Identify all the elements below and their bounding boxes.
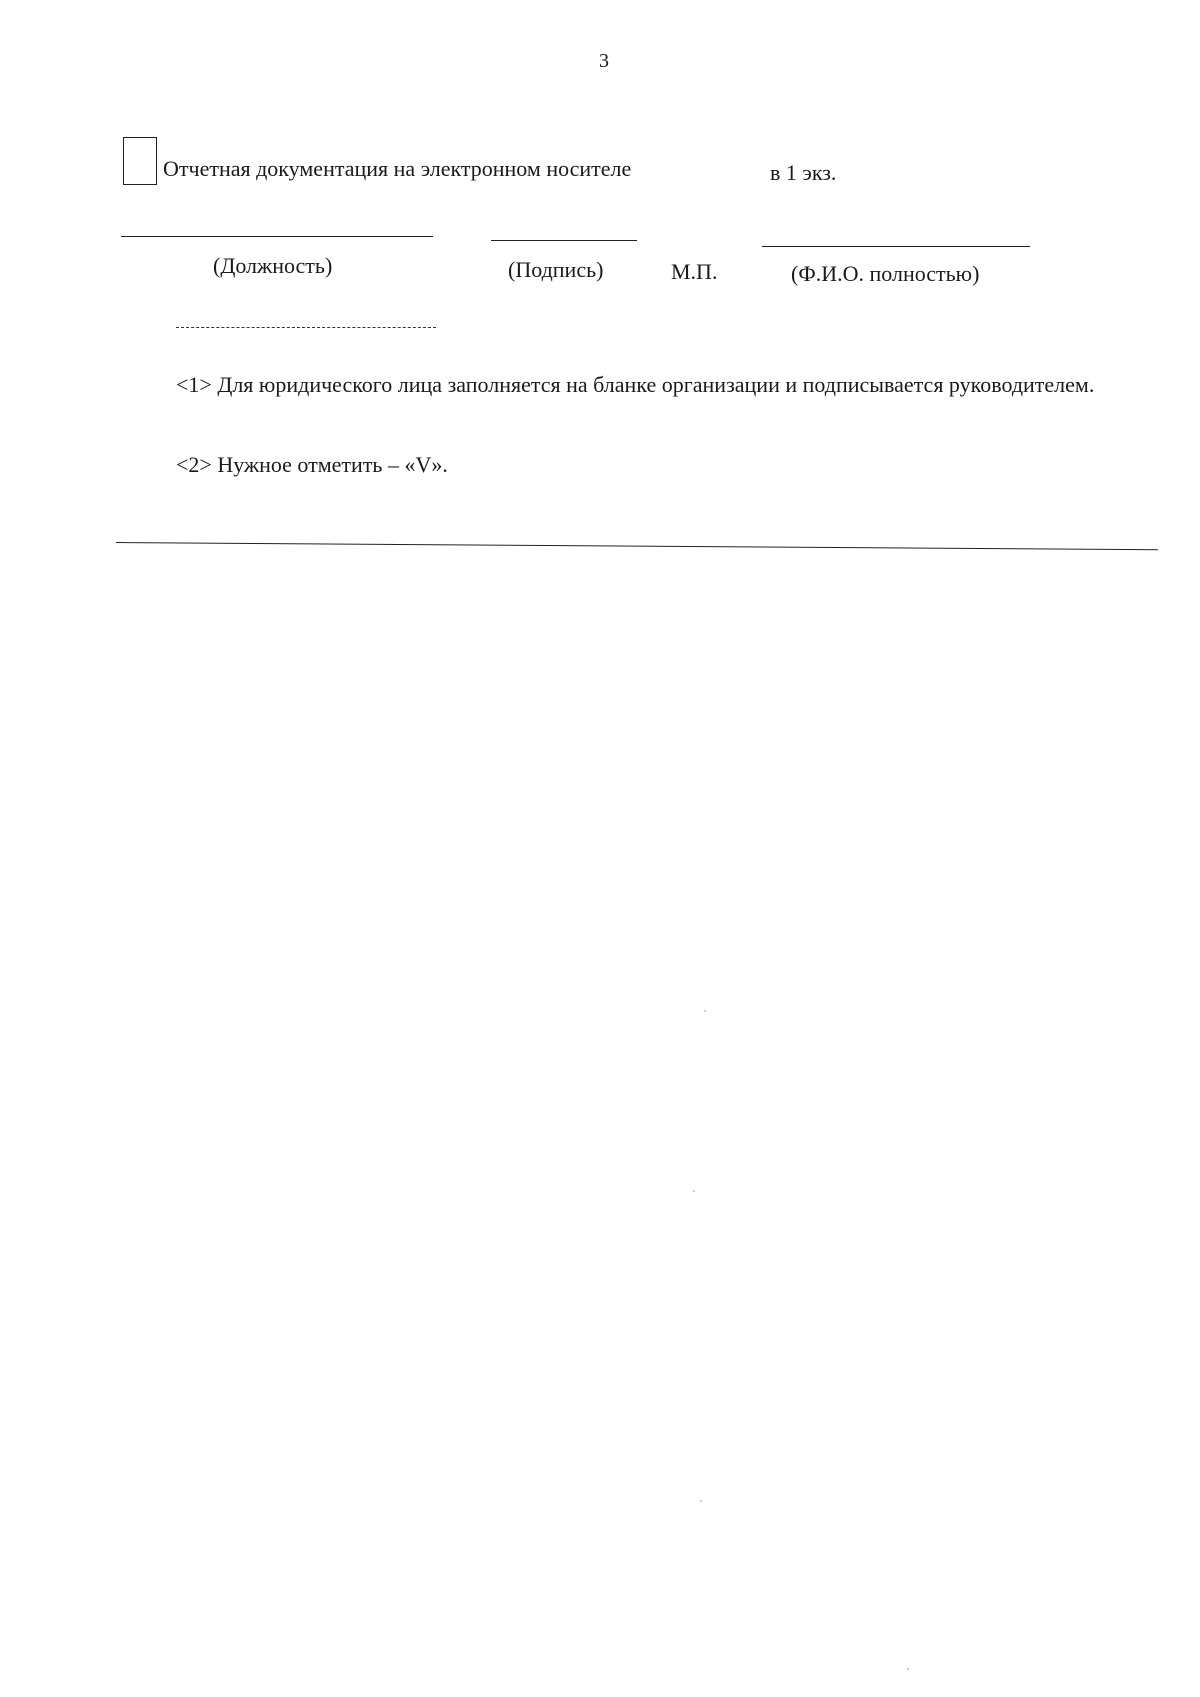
stamp-caption: М.П.	[671, 259, 718, 284]
footnote-1: <1> Для юридического лица заполняется на бланке организации и подписывается руководителем.	[176, 372, 1095, 397]
signature-caption: (Подпись)	[508, 257, 604, 282]
scan-speck	[704, 1010, 706, 1012]
electronic-docs-checkbox[interactable]	[123, 137, 157, 185]
scan-speck	[907, 1668, 909, 1670]
fullname-blank-line	[762, 246, 1030, 247]
scan-speck	[700, 1500, 702, 1502]
scan-speck	[693, 1190, 695, 1192]
footnote-separator	[176, 327, 436, 328]
electronic-docs-label: Отчетная документация на электронном носителе	[163, 156, 632, 181]
copies-count: в 1 экз.	[770, 160, 837, 185]
position-caption: (Должность)	[213, 253, 333, 278]
page-number: 3	[599, 50, 609, 72]
footnote-2: <2> Нужное отметить – «V».	[176, 452, 448, 477]
bottom-rule	[116, 542, 1158, 550]
position-blank-line	[121, 236, 433, 237]
signature-blank-line	[491, 240, 637, 241]
fullname-caption: (Ф.И.О. полностью)	[791, 261, 980, 286]
